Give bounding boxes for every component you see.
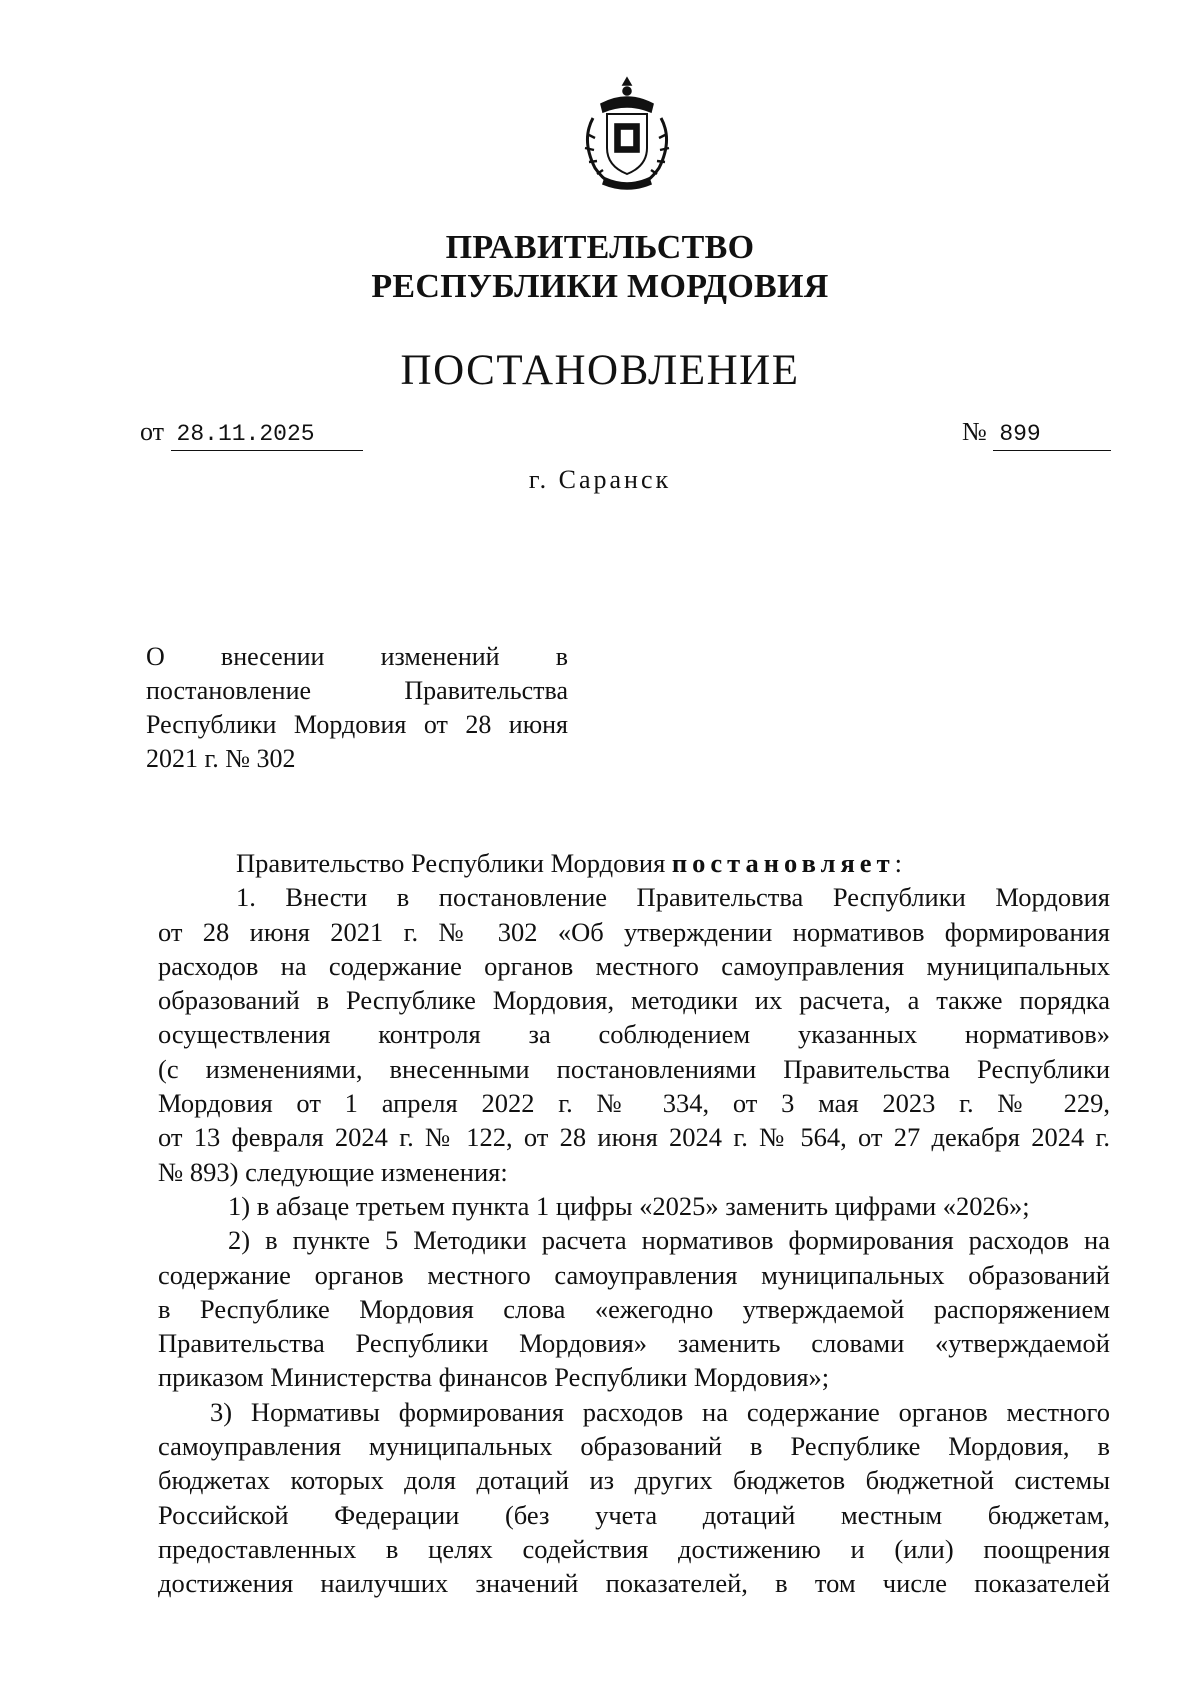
body-line: от 13 февраля 2024 г. № 122, от 28 июня 2024 г. № 564, от 27 декабря 2024 г. [158, 1122, 1110, 1153]
document-number [962, 416, 1111, 451]
intro-text: Правительство Республики Мордовия [236, 848, 672, 878]
subject-line: 2021 г. № 302 [146, 744, 296, 773]
body-line: предоставленных в целях содействия достижению и (или) поощрения [158, 1533, 1110, 1564]
body-line: Мордовия от 1 апреля 2022 г. № 334, от 3 мая 2023 г. № 229, [158, 1088, 1110, 1119]
subject-line: Республики Мордовия от 28 июня [146, 710, 568, 739]
body-line: осуществления контроля за соблюдением указанных нормативов» [158, 1019, 1110, 1050]
body-line: (с изменениями, внесенными постановлениями Правительства Республики [158, 1053, 1110, 1084]
body-line: расходов на содержание органов местного самоуправления муниципальных [158, 950, 1110, 981]
body-line: в Республике Мордовия слова «ежегодно утверждаемой распоряжением [158, 1293, 1110, 1324]
body-line: 1) в абзаце третьем пункта 1 цифры «2025» заменить цифрами «2026»; [228, 1190, 1030, 1221]
intro-colon: : [894, 848, 902, 878]
document-date [140, 416, 363, 451]
intro-keyword: постановляет [671, 848, 895, 878]
body-line: достижения наилучших значений показателей, в том числе показателей [158, 1568, 1110, 1599]
document-type-title: ПОСТАНОВЛЕНИЕ [400, 347, 800, 394]
body-line: от 28 июня 2021 г. № 302 «Об утверждении нормативов формирования [158, 916, 1110, 947]
body-line: 2) в пункте 5 Методики расчета нормативов формирования расходов на [228, 1225, 1110, 1256]
intro-paragraph [158, 846, 1110, 880]
body-line: Правительства Республики Мордовия» заменить словами «утверждаемой [158, 1328, 1110, 1359]
subject-line: постановление Правительства [146, 676, 568, 705]
city-name: г. Саранск [528, 465, 672, 494]
org-name-line-1: ПРАВИТЕЛЬСТВО [445, 229, 755, 266]
org-name-line-2: РЕСПУБЛИКИ МОРДОВИЯ [371, 268, 829, 305]
body-line: бюджетах которых доля дотаций из других бюджетов бюджетной системы [158, 1465, 1110, 1496]
subject-line: О внесении изменений в [146, 642, 568, 671]
body-line: № 893) следующие изменения: [158, 1156, 508, 1187]
date-value: 28.11.2025 [171, 418, 363, 451]
body-line: 3) Нормативы формирования расходов на содержание органов местного [210, 1396, 1110, 1427]
body-line: содержание органов местного самоуправления муниципальных образований [158, 1259, 1110, 1290]
document-body [158, 846, 1110, 1601]
document-subject [146, 640, 568, 776]
date-prefix: от [140, 417, 165, 446]
number-prefix: № [962, 417, 987, 446]
number-value: 899 [993, 418, 1111, 451]
body-line: самоуправления муниципальных образований в Республике Мордовия, в [158, 1431, 1110, 1462]
coat-of-arms-emblem [571, 74, 683, 196]
body-line: Российской Федерации (без учета дотаций местным бюджетам, [158, 1499, 1110, 1530]
body-line: приказом Министерства финансов Республики Мордовия»; [158, 1362, 830, 1393]
body-line: образований в Республике Мордовия, методики их расчета, а также порядка [158, 985, 1110, 1016]
body-line: 1. Внести в постановление Правительства Республики Мордовия [236, 882, 1110, 913]
